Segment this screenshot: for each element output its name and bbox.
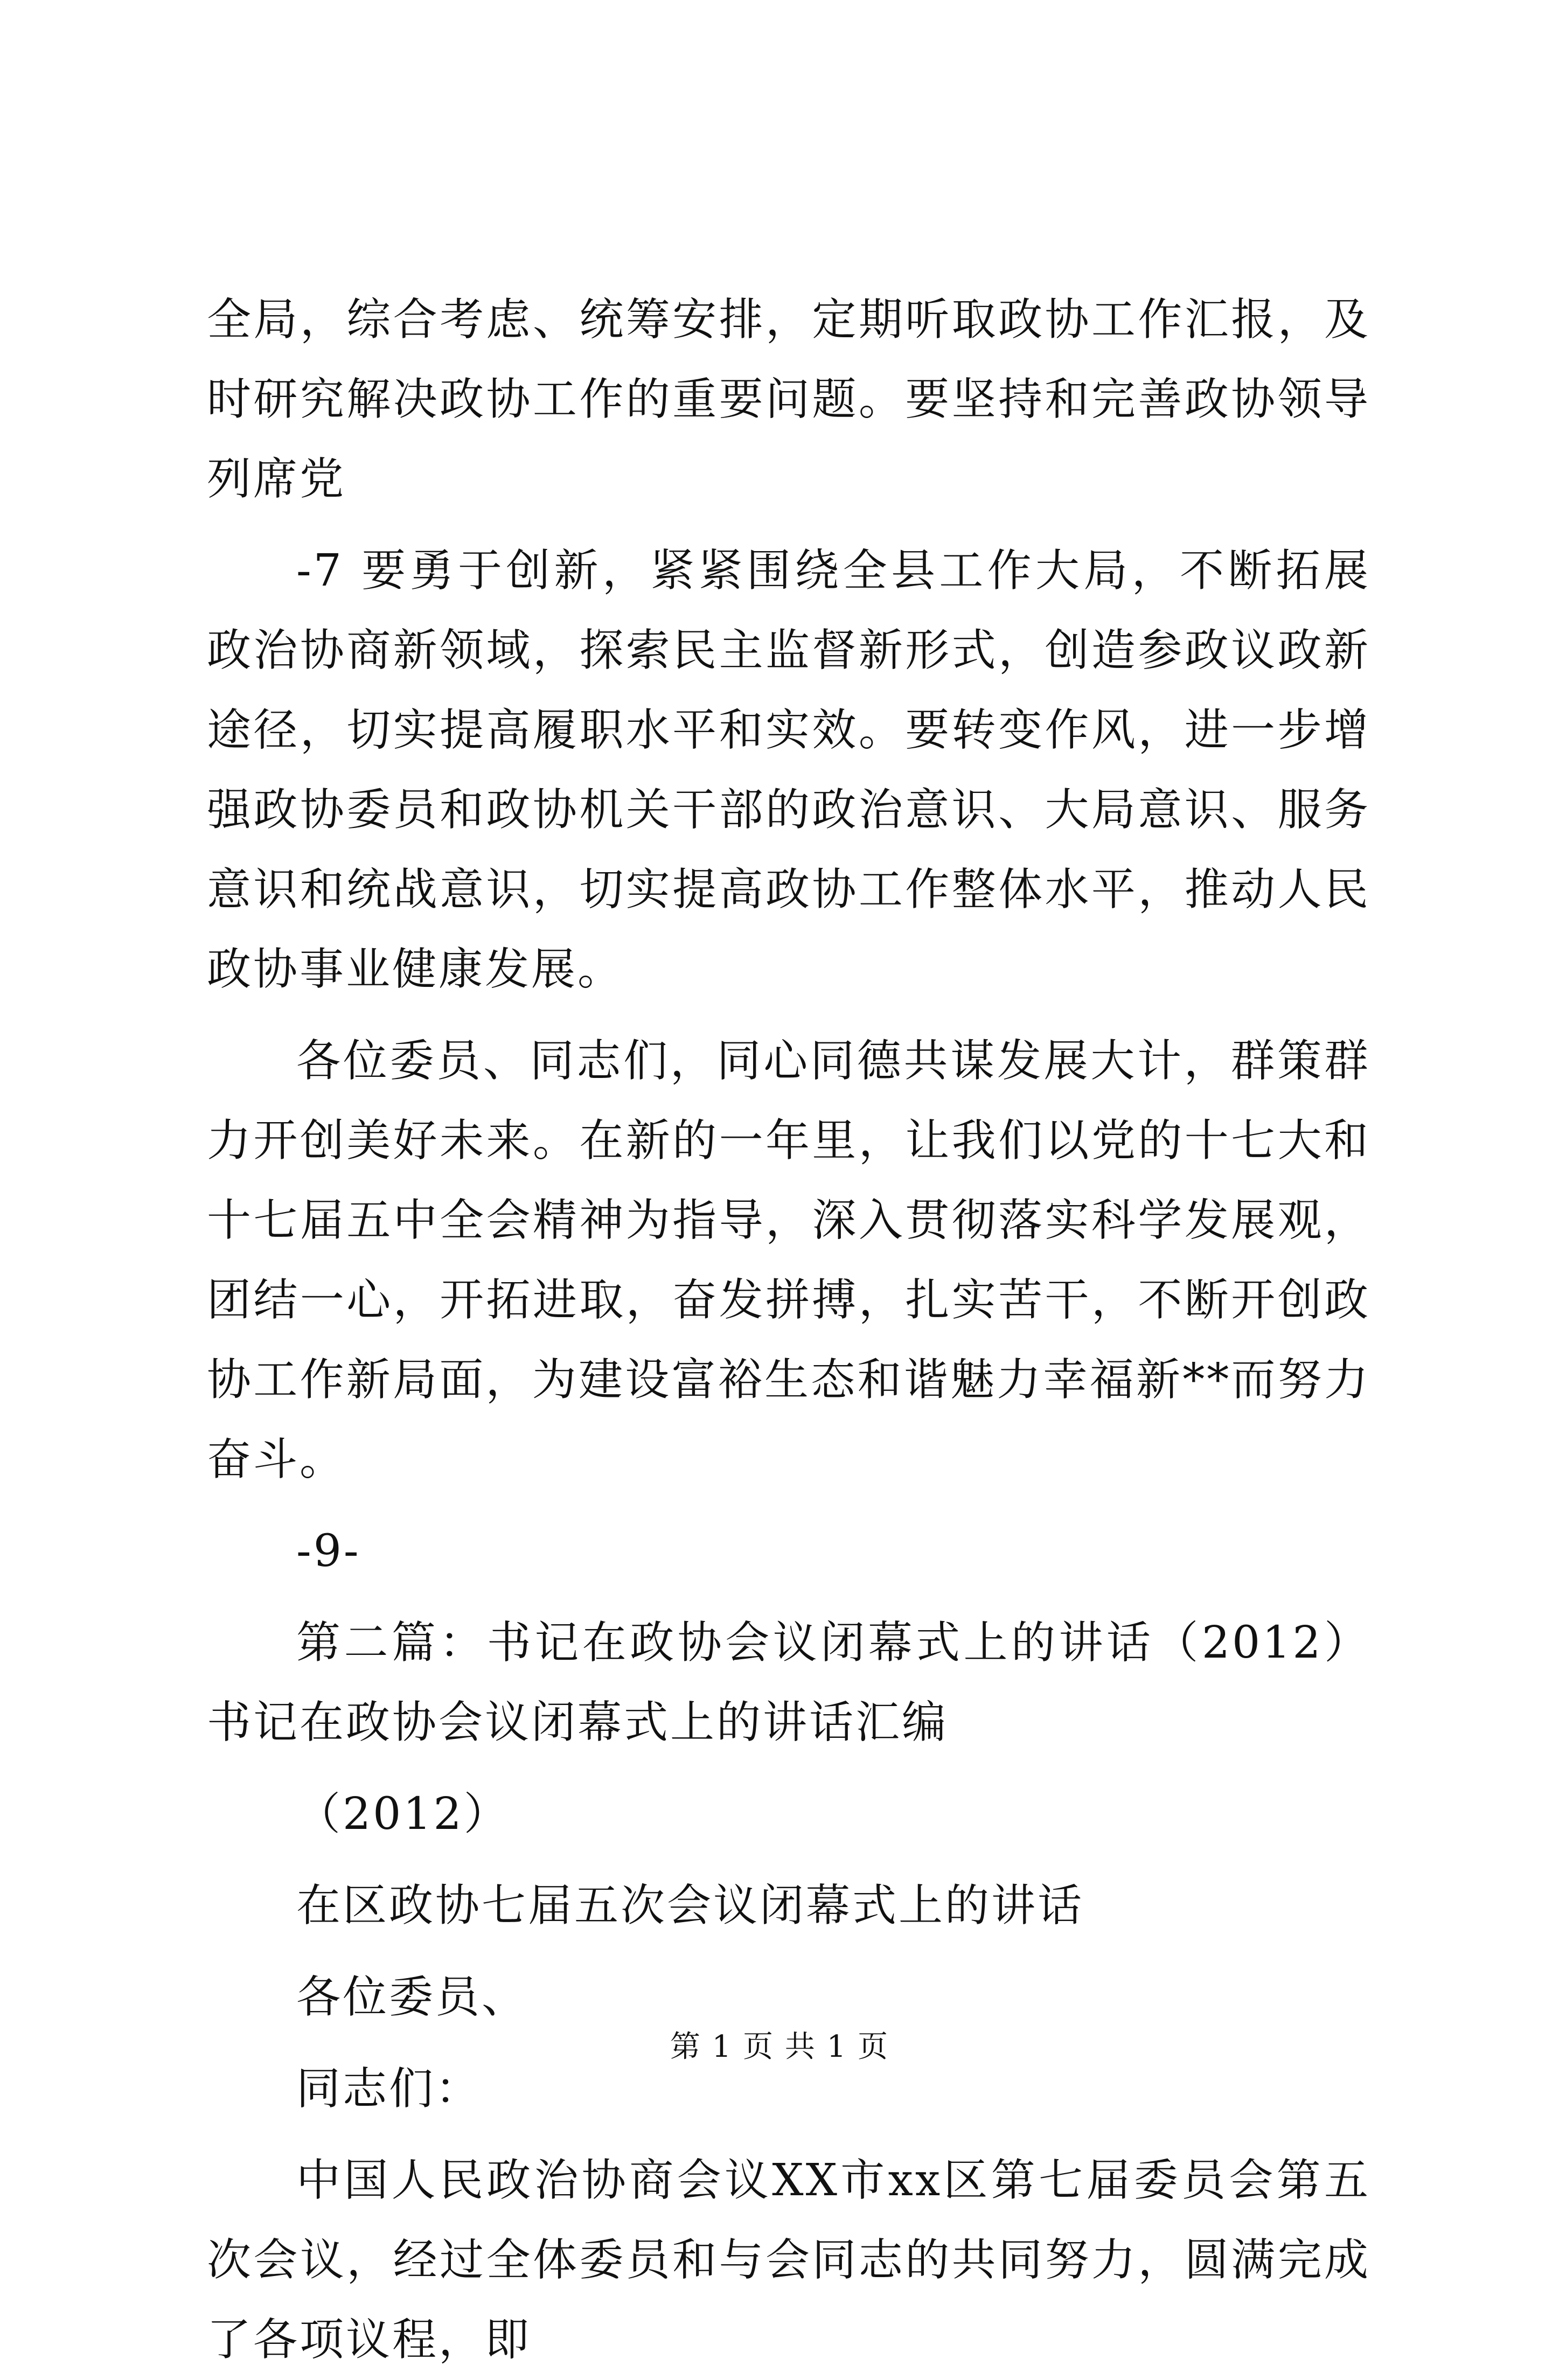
section-heading: 第二篇：书记在政协会议闭幕式上的讲话（2012）书记在政协会议闭幕式上的讲话汇编 — [207, 1617, 1370, 1748]
year-label: （2012） — [296, 1789, 510, 1840]
paragraph-body: 中国人民政治协商会议XX市xx区第七届委员会第五次会议，经过全体委员和与会同志的共同努力，圆满完成了各项议程，即 — [207, 2155, 1370, 2365]
page-number-marker: -9- — [296, 1526, 361, 1577]
salutation-line-2: 同志们： — [296, 2063, 482, 2114]
salutation-line-1: 各位委员、 — [296, 1972, 528, 2023]
paragraph-1: 全局，综合考虑、统筹安排，定期听取政协工作汇报，及时研究解决政协工作的重要问题。要坚持和完善政协领导列席党 — [207, 294, 1370, 505]
speech-title: 在区政协七届五次会议闭幕式上的讲话 — [296, 1880, 1084, 1931]
paragraph-3: 各位委员、同志们，同心同德共谋发展大计，群策群力开创美好未来。在新的一年里，让我们以党的十七大和十七届五中全会精神为指导，深入贯彻落实科学发展观，团结一心，开拓进取，奋发拼搏，扎实苦干，不断开创政协工作新局面，为建设富裕生态和谐魅力幸福新**而努力奋斗。 — [207, 1035, 1370, 1485]
page-footer: 第 1 页 共 1 页 — [670, 2029, 889, 2064]
paragraph-2: -7 要勇于创新，紧紧围绕全县工作大局，不断拓展政治协商新领域，探索民主监督新形式，创造参政议政新途径，切实提高履职水平和实效。要转变作风，进一步增强政协委员和政协机关干部的政治意识、大局意识、服务意识和统战意识，切实提高政协工作整体水平，推动人民政协事业健康发展。 — [207, 545, 1370, 995]
